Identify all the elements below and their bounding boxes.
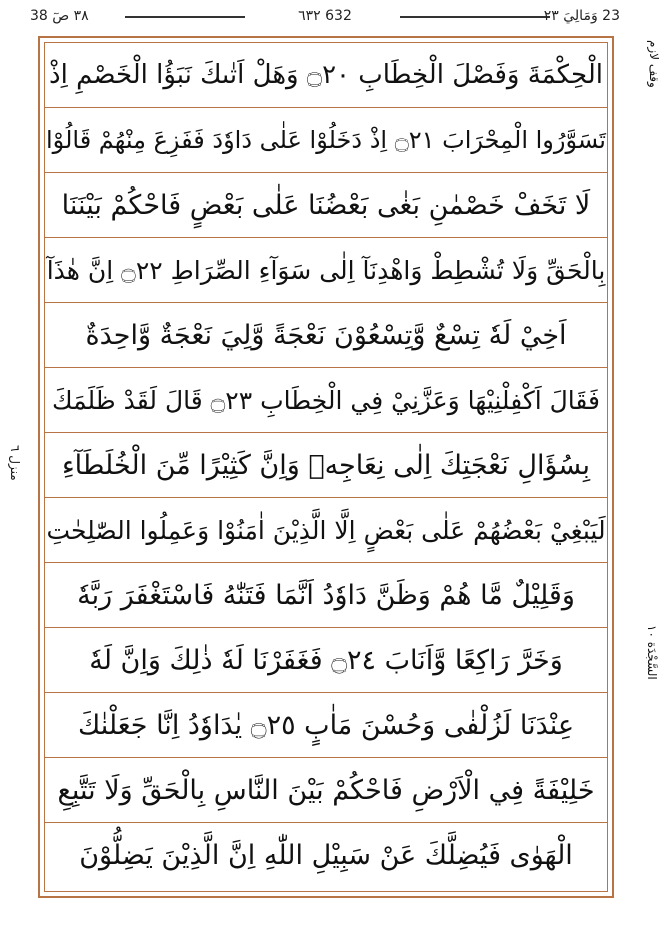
verse-line: لَيَبْغِيْ بَعْضُهُمْ عَلٰى بَعْضٍ اِلَّا الَّذِيْنَ اٰمَنُوْا وَعَمِلُوا الصّٰلِحٰتِ	[45, 498, 607, 563]
verse-line: فَقَالَ اَكْفِلْنِيْهَا وَعَزَّنِيْ فِي الْخِطَابِ ۝٢٣ قَالَ لَقَدْ ظَلَمَكَ	[45, 368, 607, 433]
verse-line: الْهَوٰى فَيُضِلَّكَ عَنْ سَبِيْلِ اللّٰهِ اِنَّ الَّذِيْنَ يَضِلُّوْنَ	[79, 840, 573, 871]
header-divider-left	[125, 16, 245, 18]
verse-line: وَقَلِيْلٌ مَّا هُمْ وَظَنَّ دَاوٗدُ اَنَّمَا فَتَنّٰهُ فَاسْتَغْفَرَ رَبَّهٗ	[45, 563, 607, 628]
waqf-label: وقف لازم	[647, 40, 661, 88]
verse-line: الْحِكْمَةَ وَفَصْلَ الْخِطَابِ ۝٢٠ وَهَلْ اَتٰىكَ نَبَؤُا الْخَصْمِ اِذْ	[45, 43, 607, 108]
header-divider-right	[400, 16, 550, 18]
page-number: ٦٣٢ 632	[298, 8, 352, 24]
manzil-label: منزل ٦	[8, 445, 22, 481]
page-header	[30, 0, 620, 36]
verse-line: تَسَوَّرُوا الْمِحْرَابَ ۝٢١ اِذْ دَخَلُوْا عَلٰى دَاوٗدَ فَفَزِعَ مِنْهُمْ قَالُوْا	[45, 108, 607, 173]
juz-label: 23 وَمَالِيَ ٢٣	[543, 8, 620, 24]
verse-line: وَخَرَّ رَاكِعًا وَّاَنَابَ ۝٢٤ فَغَفَرْنَا لَهٗ ذٰلِكَ وَاِنَّ لَهٗ	[45, 628, 607, 693]
surah-page-label: ٣٨ صٓ 38	[30, 8, 89, 24]
verse-line: بِسُؤَالِ نَعْجَتِكَ اِلٰى نِعَاجِهٖ وَاِنَّ كَثِيْرًا مِّنَ الْخُلَطَآءِ	[45, 433, 607, 498]
verse-line: خَلِيْفَةً فِي الْاَرْضِ فَاحْكُمْ بَيْنَ النَّاسِ بِالْحَقِّ وَلَا تَتَّبِعِ	[45, 758, 607, 823]
sajdah-label: السَّجْدَة ١٠	[645, 625, 659, 680]
verse-line: بِالْحَقِّ وَلَا تُشْطِطْ وَاهْدِنَآ اِلٰى سَوَآءِ الصِّرَاطِ ۝٢٢ اِنَّ هٰذَآ	[45, 238, 607, 303]
verse-line: لَا تَخَفْ خَصْمٰنِ بَغٰى بَعْضُنَا عَلٰى بَعْضٍ فَاحْكُمْ بَيْنَنَا	[45, 173, 607, 238]
verse-line: عِنْدَنَا لَزُلْفٰى وَحُسْنَ مَاٰبٍ ۝٢٥ يٰدَاوٗدُ اِنَّا جَعَلْنٰكَ	[45, 693, 607, 758]
verse-line: اَخِيْ لَهٗ تِسْعٌ وَّتِسْعُوْنَ نَعْجَةً وَّلِيَ نَعْجَةٌ وَّاحِدَةٌ	[45, 303, 607, 368]
